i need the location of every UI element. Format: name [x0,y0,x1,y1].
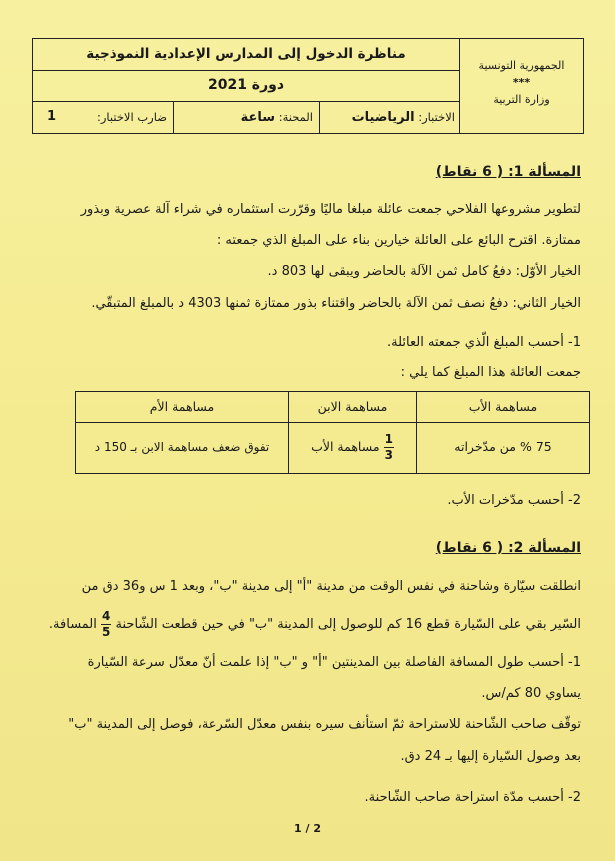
problem1-option2: الخيار الثاني: دفعُ نصف ثمن الآلة بالحاضر واقتناء بذور ممتازة ثمنها 4303 د بالمبلغ المتبقّي. [91,296,581,311]
four-fifths-fraction: $\frac{4}{5}$ [102,609,111,639]
one-third-fraction: $\frac{1}{3}$ [384,432,393,462]
table-cell-father: 75 % من مدّخراته [416,422,589,473]
problem1-table-intro: جمعت العائلة هذا المبلغ كما يلي : [400,365,581,380]
ministry-box [460,38,584,134]
session-label: دورة 2021 [33,71,459,102]
table-header-mother: مساهمة الأم [149,399,215,414]
problem2-question1-line2: يساوي 80 كم/س. [481,686,581,701]
problem1-question1: 1- أحسب المبلغ الّذي جمعته العائلة. [387,335,581,350]
stars-separator: *** [512,76,531,89]
coefficient-value: 1 [47,109,57,124]
problem2-question2: 2- أحسب مدّة استراحة صاحب الشّاحنة. [364,790,581,805]
problem2-paragraph-line4: بعد وصول السّيارة إليها بـ 24 دق. [400,749,581,764]
table-row [76,422,589,473]
problem1-question2: 2- أحسب مدّخرات الأب. [447,493,581,508]
problem1-option1: الخيار الأوّل: دفعُ كامل ثمن الآلة بالحاضر ويبقى لها 803 د. [267,264,581,279]
problem2-paragraph-line3: توقّف صاحب الشّاحنة للاستراحة ثمّ استأنف سيره بنفس معدّل السّرعة، فوصل إلى المدينة "ب" [68,717,581,732]
coefficient-cell [33,102,173,133]
problem2-paragraph-line1: انطلقت سيّارة وشاحنة في نفس الوقت من مدينة "أ" إلى مدينة "ب"، وبعد 1 س و36 دق من [81,579,581,594]
subject-value: الرياضيات [351,110,415,125]
subject-label: الاختبار: [418,110,455,124]
problem2-paragraph-line2: السّير بقي على السّيارة قطع 16 كم للوصول إلى المدينة "ب" في حين قطعت الشّاحنة $\frac{4}{5}$ المسافة. [48,609,581,639]
table-header-row [76,392,589,423]
problem1-paragraph-line2: ممتازة. اقترح البائع على العائلة خيارين بناء على المبلغ الذي جمعته : [216,233,581,248]
problem1-paragraph-line1: لتطوير مشروعها الفلاحي جمعت عائلة مبلغا ماليًا وقرّرت استثماره في شراء آلة عصرية وبذور [80,202,581,217]
subject-cell [319,102,461,133]
table-header-son: مساهمة الابن [288,392,416,422]
contest-title: مناظرة الدخول إلى المدارس الإعدادية النموذجية [33,39,459,71]
problem2-title: المسألة 2: ( 6 نقاط) [435,540,581,556]
page-number: 1 / 2 [294,822,321,835]
ministry-name: وزارة التربية [493,93,550,106]
table-cell-mother: تفوق ضعف مساهمة الابن بـ 150 د [94,440,270,454]
problem2-question1-line1: 1- أحسب طول المسافة الفاصلة بين المدينتين "أ" و "ب" إذا علمت أنّ معدّل سرعة السّيارة [87,655,581,670]
duration-label: المحنة: [278,110,313,124]
table-header-father: مساهمة الأب [416,392,589,422]
table-cell-son [288,422,416,473]
country-name: الجمهورية التونسية [478,59,565,72]
problem1-title: المسألة 1: ( 6 نقاط) [435,164,581,180]
coefficient-label: ضارب الاختبار: [96,110,167,124]
son-cell-text: مساهمة الأب [311,439,380,454]
duration-cell [173,102,319,133]
exam-header-table [32,38,460,134]
duration-value: ساعة [240,110,276,125]
contribution-table [75,391,590,474]
exam-info-row [33,102,459,133]
